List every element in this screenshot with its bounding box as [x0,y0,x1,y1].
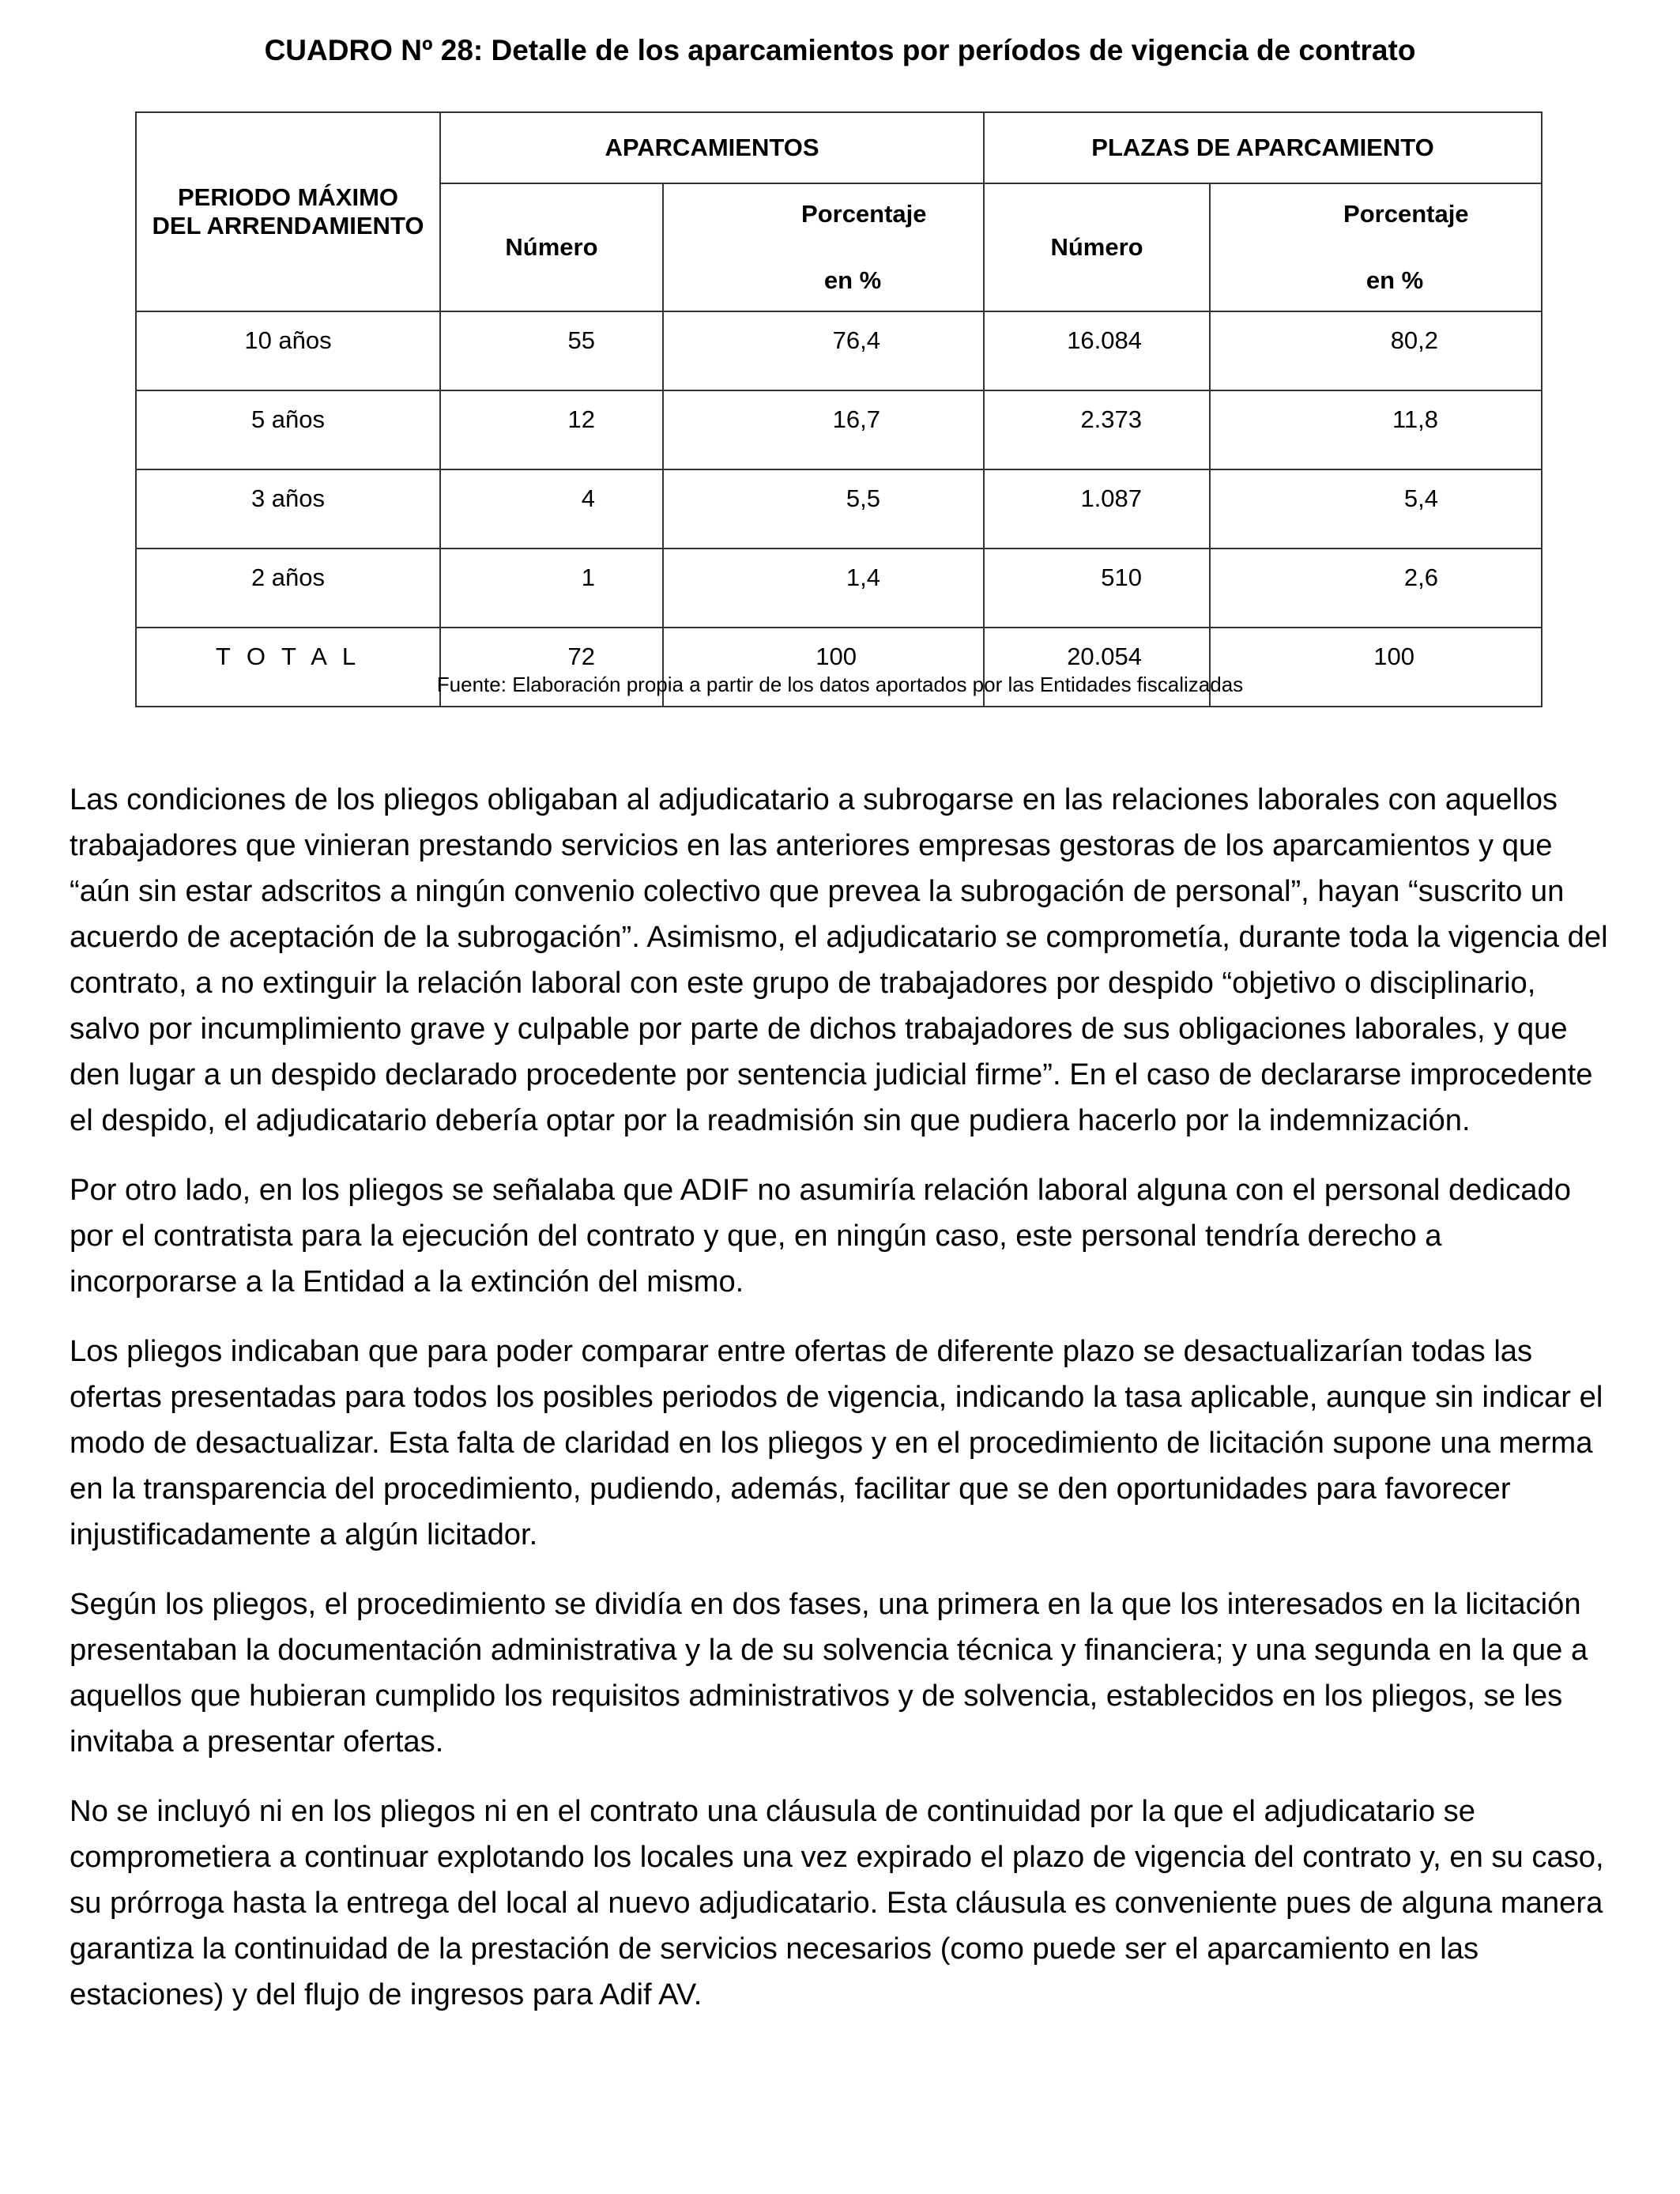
header-aparcamientos: APARCAMIENTOS [440,112,984,183]
row-pct-plazas: 2,6 [1210,548,1542,628]
parking-periods-table [135,111,1543,707]
header-porcentaje-label: Porcentaje [801,200,927,228]
total-pct-plazas: 100 [1210,628,1542,707]
body-text [70,777,1610,2041]
header-porcentaje-label: Porcentaje [1343,200,1469,228]
total-label: T O T A L [136,628,440,707]
header-plazas: PLAZAS DE APARCAMIENTO [984,112,1542,183]
row-num-aparcamientos: 12 [440,390,663,469]
paragraph: Según los pliegos, el procedimiento se dividía en dos fases, una primera en la que los interesados en la licitación presentaban la documentación administrativa y la de su solvencia técnica y financiera; y una segunda en la que a aquellos que hubieran cumplido los requisitos administrativos y de solvencia, establecidos en los pliegos, se les invitaba a presentar ofertas. [70,1587,1588,1759]
header-porcentaje-plazas [1210,183,1542,311]
row-num-plazas: 510 [984,548,1210,628]
header-period-line1: PERIODO MÁXIMO [177,183,398,211]
row-num-aparcamientos: 55 [440,311,663,390]
total-pct-aparcamientos: 100 [663,628,984,707]
table-row [136,548,1542,628]
row-num-plazas: 16.084 [984,311,1210,390]
paragraph: Por otro lado, en los pliegos se señalaba que ADIF no asumiría relación laboral alguna con el personal dedicado por el contratista para la ejecución del contrato y que, en ningún caso, este personal tendría derecho a incorporarse a la Entidad a la extinción del mismo. [70,1173,1571,1299]
total-num-aparcamientos: 72 [440,628,663,707]
row-period: 3 años [136,469,440,548]
table-row [136,311,1542,390]
row-pct-aparcamientos: 76,4 [663,311,984,390]
header-porcentaje-unit: en % [1365,266,1424,294]
total-num-plazas: 20.054 [984,628,1210,707]
row-pct-plazas: 80,2 [1210,311,1542,390]
row-num-aparcamientos: 1 [440,548,663,628]
row-pct-plazas: 11,8 [1210,390,1542,469]
header-porcentaje-unit: en % [823,266,882,294]
header-numero-aparcamientos: Número [440,183,663,311]
paragraph: Las condiciones de los pliegos obligaban al adjudicatario a subrogarse en las relaciones laborales con aquellos trabajadores que vinieran prestando servicios en las anteriores empresas gestoras de los aparcamientos y que “aún sin estar adscritos a ningún convenio colectivo que prevea la subrogación de personal”, hayan “suscrito un acuerdo de aceptación de la subrogación”. Asimismo, el adjudicatario se comprometía, durante toda la vigencia del contrato, a no extinguir la relación laboral con este grupo de trabajadores por despido “objetivo o disciplinario, salvo por incumplimiento grave y culpable por parte de dichos trabajadores de sus obligaciones laborales, y que den lugar a un despido declarado procedente por sentencia judicial firme”. En el caso de declararse improcedente el despido, el adjudicatario debería optar por la readmisión sin que pudiera hacerlo por la indemnización. [70,782,1608,1137]
row-pct-aparcamientos: 16,7 [663,390,984,469]
header-period [136,112,440,311]
row-num-aparcamientos: 4 [440,469,663,548]
row-pct-aparcamientos: 5,5 [663,469,984,548]
row-pct-plazas: 5,4 [1210,469,1542,548]
row-num-plazas: 2.373 [984,390,1210,469]
header-porcentaje-aparcamientos [663,183,984,311]
paragraph: Los pliegos indicaban que para poder comparar entre ofertas de diferente plazo se desactualizarían todas las ofertas presentadas para todos los posibles periodos de vigencia, indicando la tasa aplicable, aunque sin indicar el modo de desactualizar. Esta falta de claridad en los pliegos y en el procedimiento de licitación supone una merma en la transparencia del procedimiento, pudiendo, además, facilitar que se den oportunidades para favorecer injustificadamente a algún licitador. [70,1334,1603,1551]
row-period: 5 años [136,390,440,469]
row-pct-aparcamientos: 1,4 [663,548,984,628]
table-row [136,390,1542,469]
table-source-note: Fuente: Elaboración propia a partir de los datos aportados por las Entidades fiscalizadas [436,673,1244,696]
header-period-line2: DEL ARRENDAMIENTO [152,212,424,239]
row-period: 10 años [136,311,440,390]
table-title: CUADRO Nº 28: Detalle de los aparcamientos por períodos de vigencia de contrato [264,34,1416,66]
paragraph: No se incluyó ni en los pliegos ni en el contrato una cláusula de continuidad por la que el adjudicatario se comprometiera a continuar explotando los locales una vez expirado el plazo de vigencia del contrato y, en su caso, su prórroga hasta la entrega del local al nuevo adjudicatario. Esta cláusula es conveniente pues de alguna manera garantiza la continuidad de la prestación de servicios necesarios (como puede ser el aparcamiento en las estaciones) y del flujo de ingresos para Adif AV. [70,1794,1604,2011]
table-row [136,469,1542,548]
row-num-plazas: 1.087 [984,469,1210,548]
row-period: 2 años [136,548,440,628]
header-numero-plazas: Número [984,183,1210,311]
